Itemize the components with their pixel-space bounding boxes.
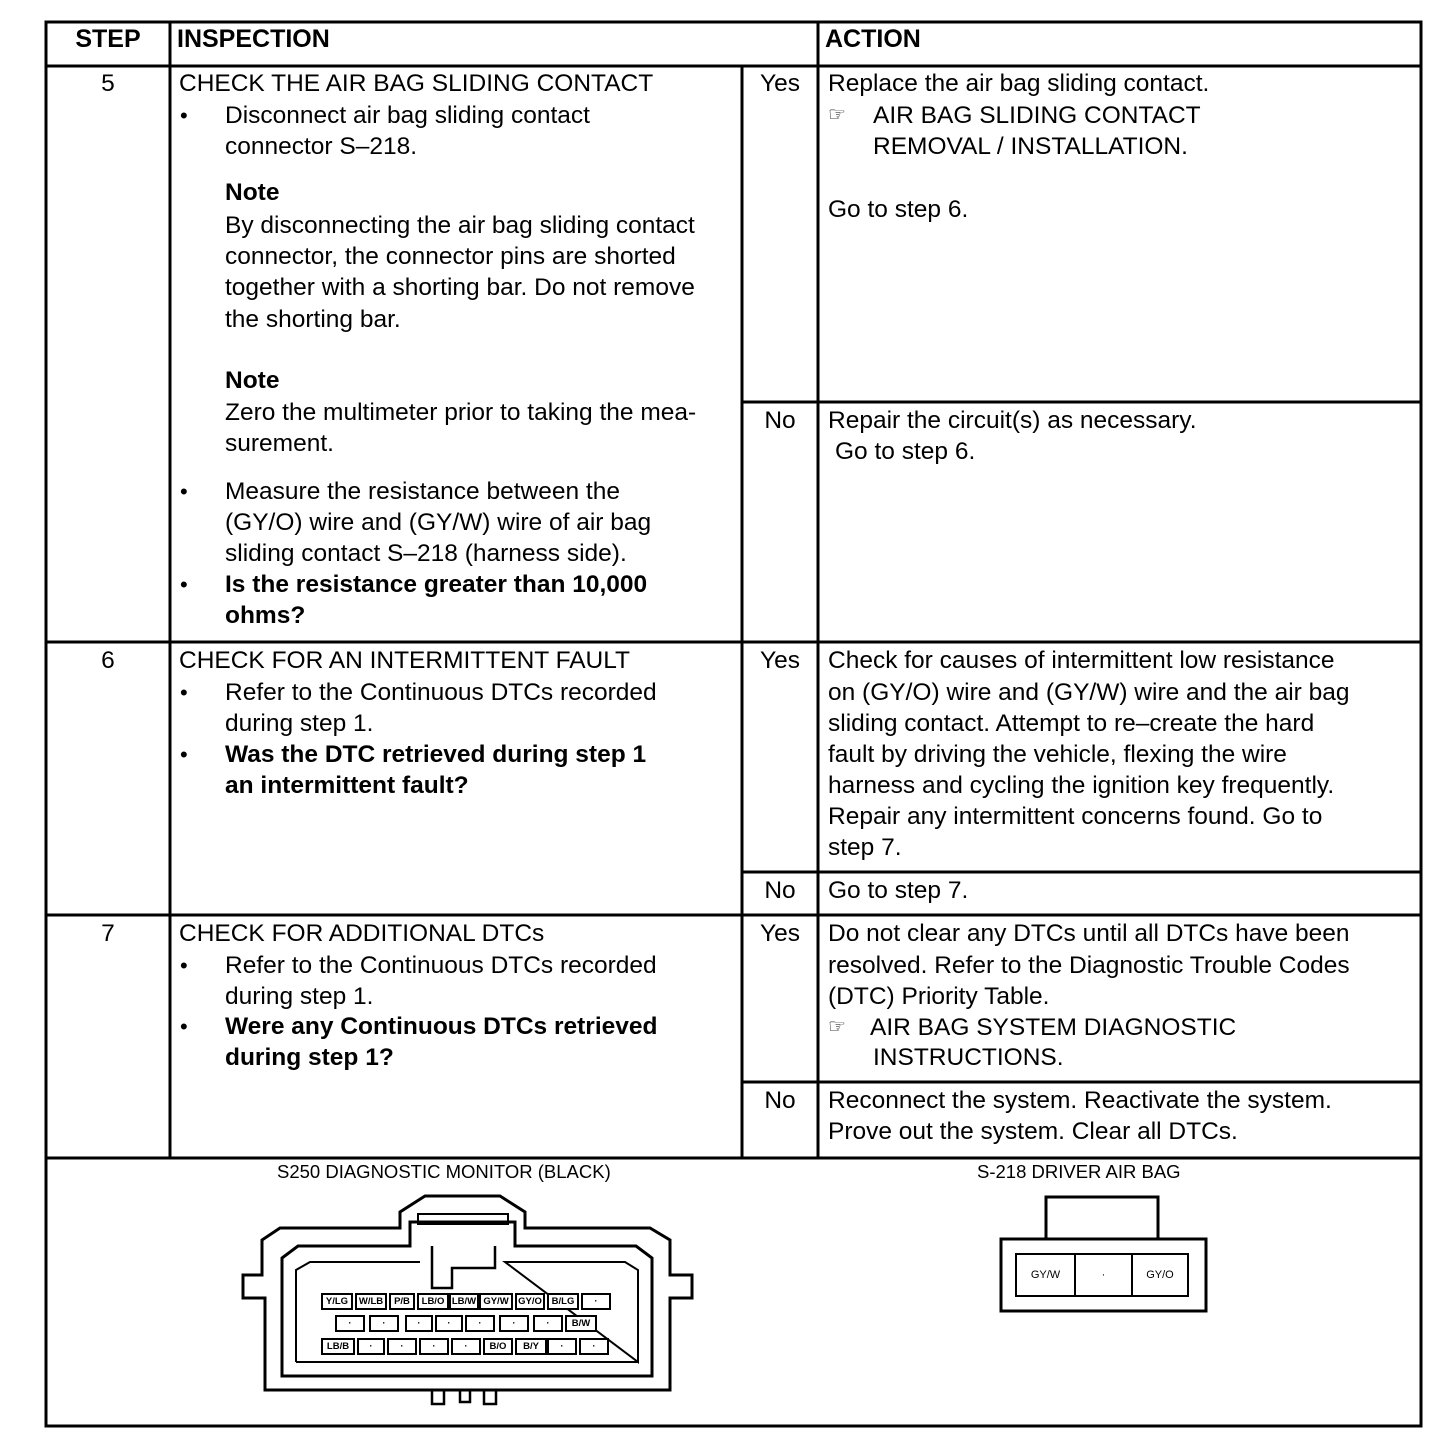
bullet: • bbox=[180, 479, 188, 504]
step-5-bullet1-line2: connector S–218. bbox=[225, 133, 418, 160]
pin-label: · bbox=[560, 1341, 564, 1352]
step-6-bullet1-line2: during step 1. bbox=[225, 710, 374, 737]
pin-label: · bbox=[432, 1341, 436, 1352]
step-5-note2-line2: surement. bbox=[225, 430, 334, 457]
driver-air-bag-pin-1: GY/W bbox=[1030, 1269, 1061, 1281]
step-7-question-line2: during step 1? bbox=[225, 1044, 394, 1071]
pin-label: GY/W bbox=[483, 1296, 509, 1307]
step-6-yes-line5: harness and cycling the ignition key frequently. bbox=[828, 772, 1335, 799]
step-7-yes-line3: (DTC) Priority Table. bbox=[828, 983, 1050, 1010]
step-6-yes-label: Yes bbox=[760, 647, 800, 674]
pin-label: GY/O bbox=[518, 1296, 542, 1307]
step-6-question-line2: an intermittent fault? bbox=[225, 772, 469, 799]
step-5-question-line2: ohms? bbox=[225, 602, 306, 629]
step-6-bullet1-line1: Refer to the Continuous DTCs recorded bbox=[225, 679, 657, 706]
step-7-question-line1: Were any Continuous DTCs retrieved bbox=[225, 1013, 658, 1040]
step-5-yes-line1: Replace the air bag sliding contact. bbox=[828, 70, 1210, 97]
step-5-note1-line2: connector, the connector pins are shorted bbox=[225, 243, 676, 270]
step-7-yes-ref-line1: AIR BAG SYSTEM DIAGNOSTIC bbox=[870, 1014, 1237, 1041]
header-inspection: INSPECTION bbox=[177, 25, 330, 53]
step-5-note1-line1: By disconnecting the air bag sliding contact bbox=[225, 212, 695, 239]
step-7-yes-ref-line2: INSTRUCTIONS. bbox=[873, 1044, 1064, 1071]
step-5-no-line2: Go to step 6. bbox=[835, 438, 976, 465]
pin-label: · bbox=[369, 1341, 373, 1352]
pin-label: · bbox=[512, 1318, 516, 1329]
pin-label: · bbox=[594, 1296, 598, 1307]
header-step: STEP bbox=[75, 25, 141, 53]
step-7-bullet1-line1: Refer to the Continuous DTCs recorded bbox=[225, 952, 657, 979]
step-5-bullet2-line3: sliding contact S–218 (harness side). bbox=[225, 540, 627, 567]
step-5-title: CHECK THE AIR BAG SLIDING CONTACT bbox=[179, 70, 654, 97]
bullet: • bbox=[180, 572, 188, 597]
bullet: • bbox=[180, 742, 188, 767]
driver-air-bag-pin-3: GY/O bbox=[1146, 1269, 1174, 1281]
pointer-icon: ☞ bbox=[828, 104, 846, 126]
pin-label: · bbox=[348, 1318, 352, 1329]
step-5-yes-ref-line2: REMOVAL / INSTALLATION. bbox=[873, 133, 1188, 160]
step-5-no-line1: Repair the circuit(s) as necessary. bbox=[828, 407, 1197, 434]
step-6-title: CHECK FOR AN INTERMITTENT FAULT bbox=[179, 647, 631, 674]
step-5-yes-ref-line1: AIR BAG SLIDING CONTACT bbox=[873, 102, 1201, 129]
diagnostic-monitor-caption: S250 DIAGNOSTIC MONITOR (BLACK) bbox=[277, 1161, 611, 1182]
step-5-note2-label: Note bbox=[225, 367, 280, 394]
step-6-yes-line6: Repair any intermittent concerns found. Go to bbox=[828, 803, 1323, 830]
step-6-yes-line3: sliding contact. Attempt to re–create the hard bbox=[828, 710, 1315, 737]
pin-label: B/O bbox=[489, 1341, 507, 1352]
bullet: • bbox=[180, 953, 188, 978]
step-7-yes-line2: resolved. Refer to the Diagnostic Trouble Codes bbox=[828, 952, 1350, 979]
step-5-note1-label: Note bbox=[225, 179, 280, 206]
pin-label: · bbox=[464, 1341, 468, 1352]
step-6-no-label: No bbox=[764, 877, 796, 904]
step-7-no-line1: Reconnect the system. Reactivate the system. bbox=[828, 1087, 1332, 1114]
step-5-question-line1: Is the resistance greater than 10,000 bbox=[225, 571, 648, 598]
bullet: • bbox=[180, 103, 188, 128]
pin-label: P/B bbox=[394, 1296, 410, 1307]
step-6-yes-line1: Check for causes of intermittent low resistance bbox=[828, 647, 1335, 674]
pin-label: Y/LG bbox=[325, 1296, 349, 1307]
pin-label: · bbox=[382, 1318, 386, 1329]
driver-air-bag-caption: S-218 DRIVER AIR BAG bbox=[977, 1161, 1181, 1182]
step-5-no-label: No bbox=[764, 407, 796, 434]
pointer-icon: ☞ bbox=[828, 1016, 846, 1038]
driver-air-bag-connector-drawing bbox=[1001, 1197, 1206, 1311]
step-5-note2-line1: Zero the multimeter prior to taking the mea- bbox=[225, 399, 697, 426]
step-7-yes-line1: Do not clear any DTCs until all DTCs have been bbox=[828, 920, 1350, 947]
step-6-yes-line2: on (GY/O) wire and (GY/W) wire and the air bag bbox=[828, 679, 1350, 706]
step-5-number: 5 bbox=[101, 70, 115, 97]
pin-label: · bbox=[592, 1341, 596, 1352]
pin-label: LB/O bbox=[421, 1296, 445, 1307]
step-5-yes-goto: Go to step 6. bbox=[828, 196, 969, 223]
pin-label: W/LB bbox=[358, 1296, 384, 1307]
step-7-number: 7 bbox=[101, 920, 115, 947]
step-6-question-line1: Was the DTC retrieved during step 1 bbox=[225, 741, 647, 768]
pin-label: · bbox=[546, 1318, 550, 1329]
step-6-yes-line7: step 7. bbox=[828, 834, 902, 861]
pin-label: B/W bbox=[571, 1318, 591, 1329]
step-5-yes-label: Yes bbox=[760, 70, 800, 97]
pin-label: · bbox=[400, 1341, 404, 1352]
step-5-note1-line3: together with a shorting bar. Do not remove bbox=[225, 274, 695, 301]
step-5-bullet2-line2: (GY/O) wire and (GY/W) wire of air bag bbox=[225, 509, 652, 536]
pin-label: · bbox=[478, 1318, 482, 1329]
driver-air-bag-pin-2: · bbox=[1101, 1269, 1106, 1281]
bullet: • bbox=[180, 680, 188, 705]
pin-label: LB/B bbox=[326, 1341, 350, 1352]
step-7-yes-label: Yes bbox=[760, 920, 800, 947]
step-5-note1-line4: the shorting bar. bbox=[225, 306, 401, 333]
pin-label: B/Y bbox=[523, 1341, 539, 1352]
step-5-bullet2-line1: Measure the resistance between the bbox=[225, 478, 620, 505]
step-7-bullet1-line2: during step 1. bbox=[225, 983, 374, 1010]
step-7-no-label: No bbox=[764, 1087, 796, 1114]
pin-label: · bbox=[447, 1318, 451, 1329]
pin-label: B/LG bbox=[551, 1296, 575, 1307]
step-7-no-line2: Prove out the system. Clear all DTCs. bbox=[828, 1118, 1238, 1145]
bullet: • bbox=[180, 1014, 188, 1039]
pin-label: LB/W bbox=[451, 1296, 477, 1307]
step-6-yes-line4: fault by driving the vehicle, flexing the wire bbox=[828, 741, 1287, 768]
header-action: ACTION bbox=[825, 25, 921, 53]
step-6-number: 6 bbox=[101, 647, 115, 674]
pin-label: · bbox=[417, 1318, 421, 1329]
step-5-bullet1-line1: Disconnect air bag sliding contact bbox=[225, 102, 590, 129]
step-6-no-line1: Go to step 7. bbox=[828, 877, 969, 904]
step-7-title: CHECK FOR ADDITIONAL DTCs bbox=[179, 920, 545, 947]
